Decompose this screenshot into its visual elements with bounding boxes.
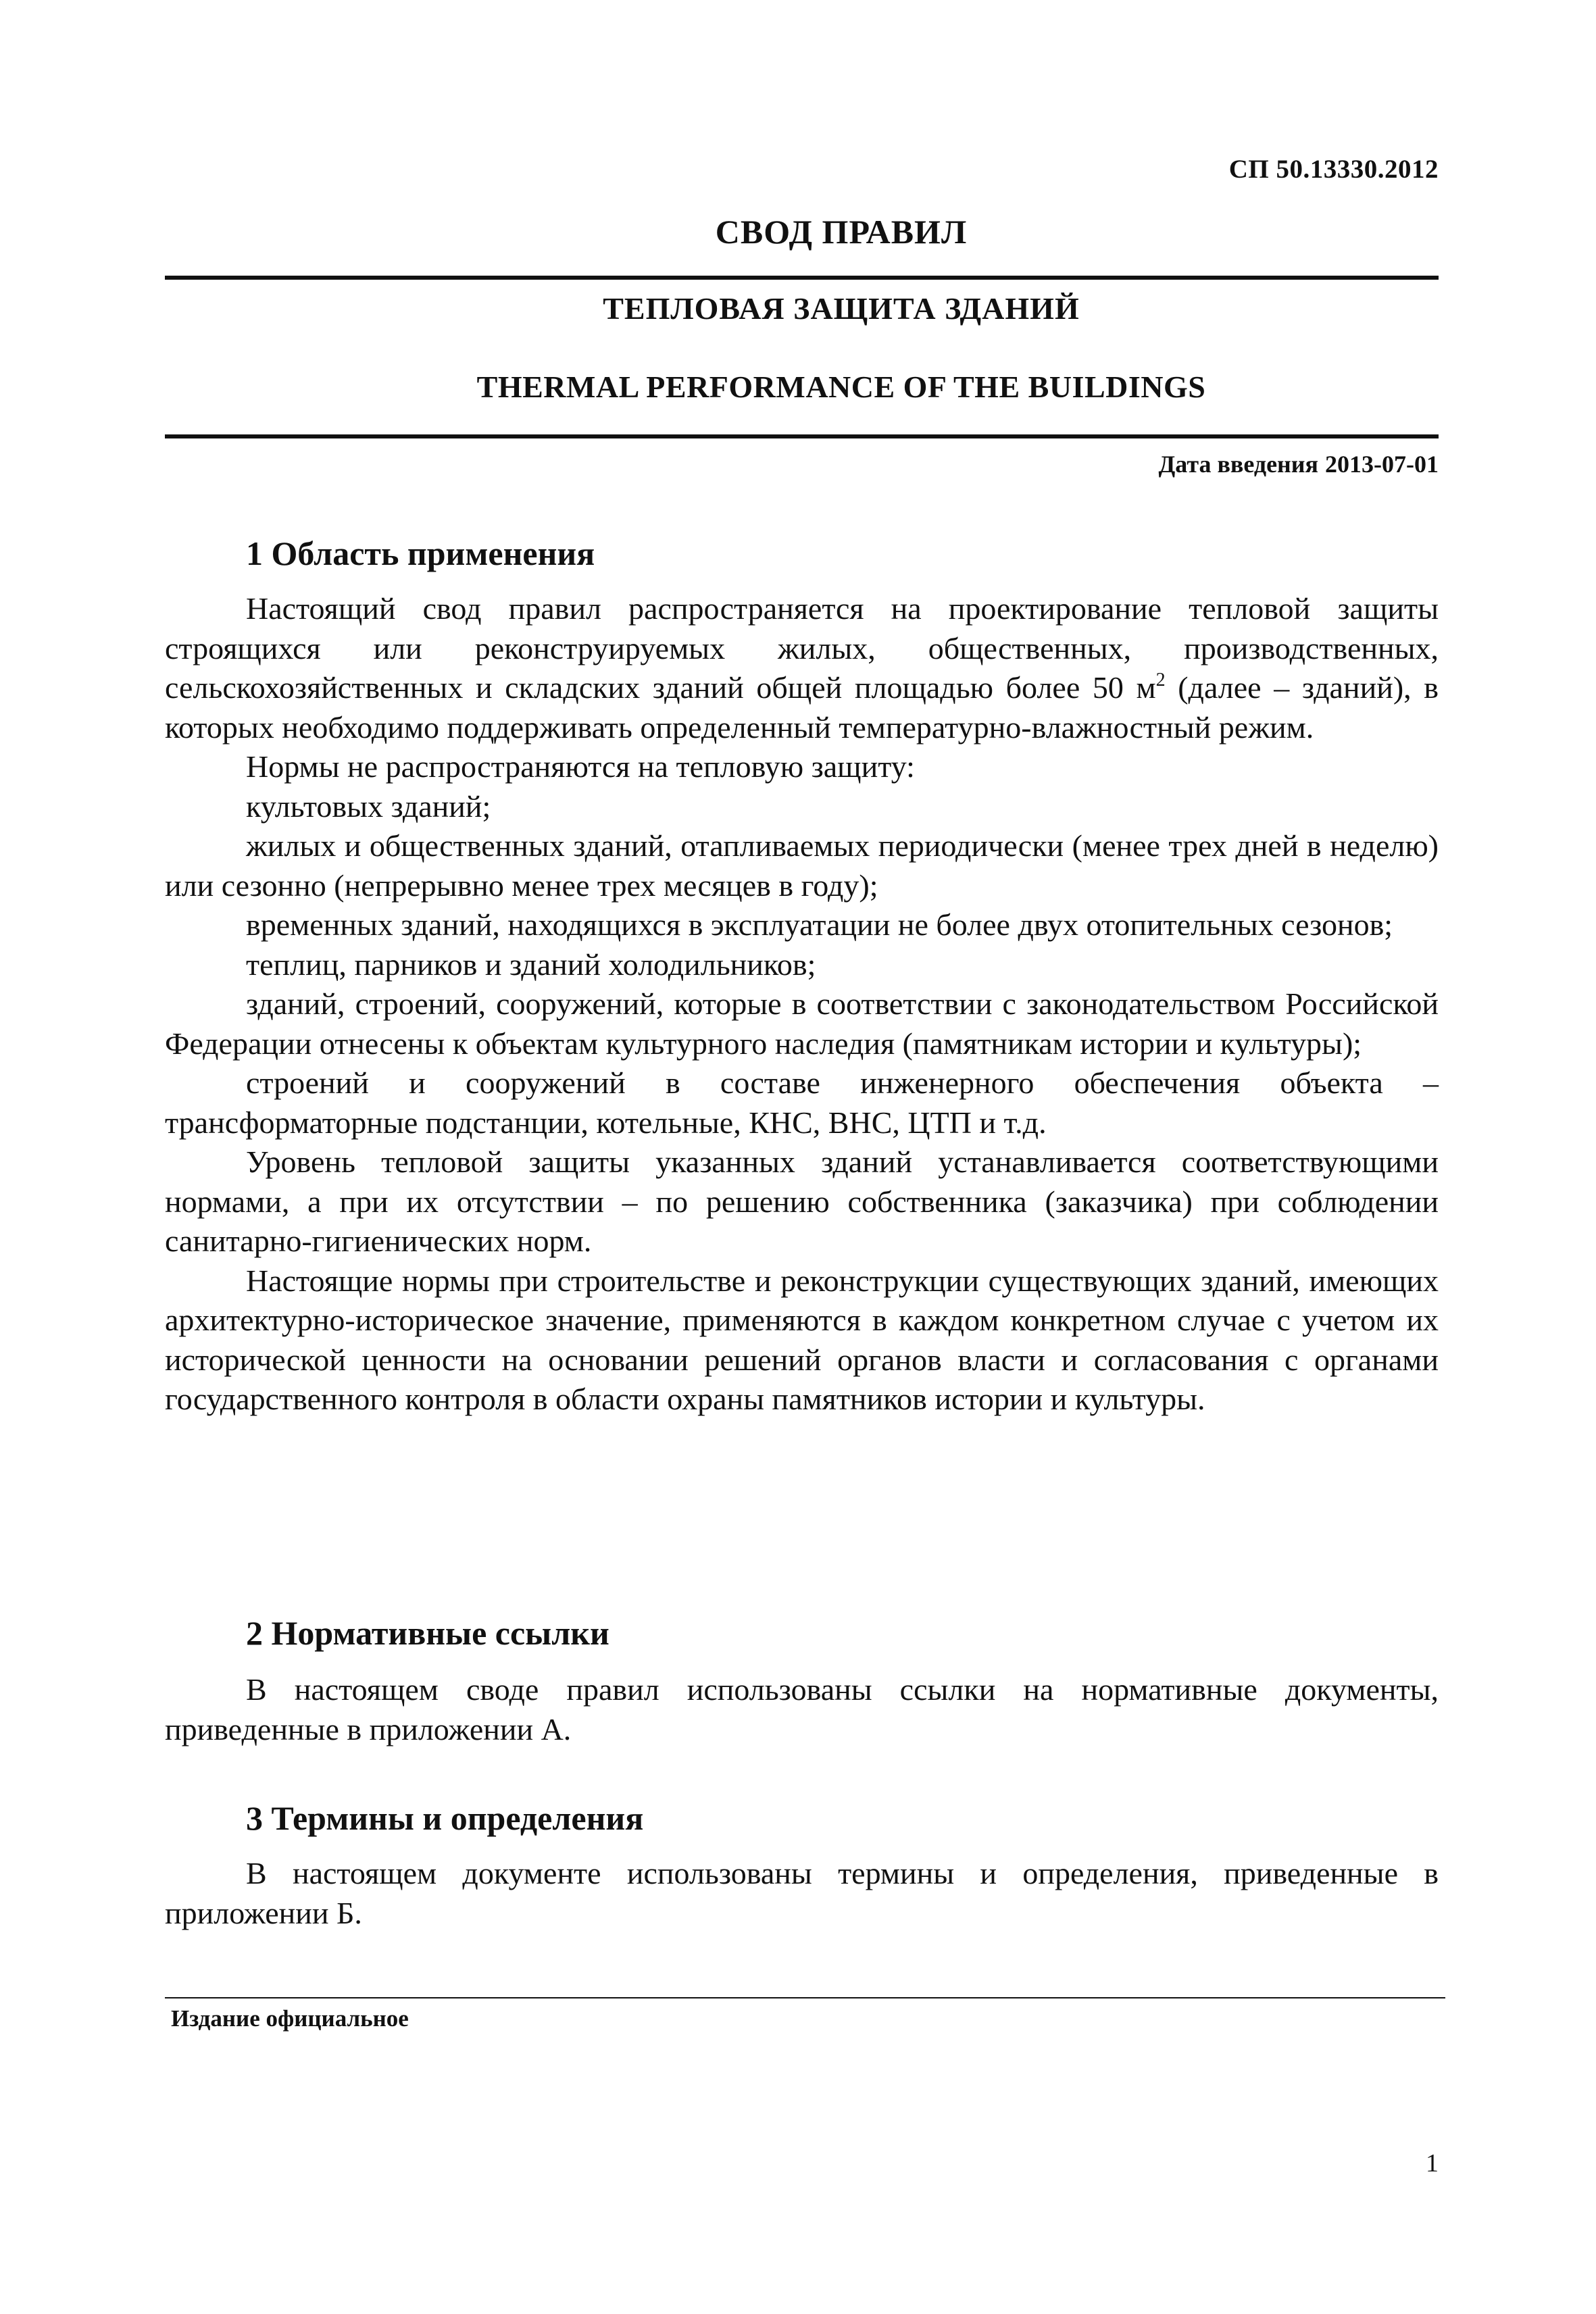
section-2-paragraph-1: В настоящем своде правил использованы ссылки на нормативные документы, приведенные в приложении А.: [165, 1672, 1439, 1746]
document-title-en: THERMAL PERFORMANCE OF THE BUILDINGS: [476, 370, 1206, 404]
official-edition-note: Издание официальное: [171, 2005, 409, 2032]
exclusion-item: теплиц, парников и зданий холодильников;: [246, 947, 816, 982]
section-1-paragraph-1-tail: (далее – зданий), в которых необходимо поддерживать определенный температурно-влажностный режим.: [165, 670, 1439, 745]
section-1-paragraph-1-text: Настоящий свод правил распространяется на проектирование тепловой защиты строящихся или реконструируемых жилых, общественных, производственных, сельскохозяйственных и складских зданий общей площадью более 50 м: [165, 591, 1439, 705]
exclusion-item: временных зданий, находящихся в эксплуатации не более двух отопительных сезонов;: [246, 907, 1393, 942]
footer-rule: [165, 1997, 1445, 1998]
section-2-body: [165, 1670, 1439, 1749]
intro-date-line: [1159, 450, 1439, 478]
section-1-paragraph-2: Нормы не распространяются на тепловую защиту:: [246, 749, 915, 784]
section-1-paragraph-4: Настоящие нормы при строительстве и реконструкции существующих зданий, имеющих архитектурно-историческое значение, применяются в каждом конкретном случае с учетом их исторической ценности на основании решений органов власти и согласования с органами государственного контроля в области охраны памятников истории и культуры.: [165, 1263, 1439, 1416]
document-type-title: СВОД ПРАВИЛ: [715, 213, 968, 251]
area-unit-superscript: 2: [1155, 670, 1166, 690]
exclusion-item: строений и сооружений в составе инженерного обеспечения объекта – трансформаторные подстанции, котельные, КНС, ВНС, ЦТП и т.д.: [165, 1065, 1439, 1140]
section-1-body: [165, 589, 1439, 1419]
section-3-body: [165, 1854, 1439, 1933]
section-3-heading: 3 Термины и определения: [246, 1799, 644, 1837]
document-code: СП 50.13330.2012: [1228, 155, 1439, 184]
exclusion-item: культовых зданий;: [246, 788, 491, 824]
section-2-heading: 2 Нормативные ссылки: [246, 1614, 609, 1652]
document-title-ru: ТЕПЛОВАЯ ЗАЩИТА ЗДАНИЙ: [603, 291, 1080, 326]
exclusion-item: жилых и общественных зданий, отапливаемых периодически (менее трех дней в неделю) или сезонно (непрерывно менее трех месяцев в году);: [165, 828, 1439, 903]
title-rule-bottom: [165, 434, 1439, 438]
section-3-paragraph-1: В настоящем документе использованы термины и определения, приведенные в приложении Б.: [165, 1856, 1439, 1930]
section-1-paragraph-1: [165, 589, 1439, 747]
title-rule-top: [165, 276, 1439, 280]
page-number: 1: [1426, 2149, 1439, 2178]
intro-date-label: Дата введения: [1158, 451, 1319, 478]
section-1-heading: 1 Область применения: [246, 534, 595, 572]
intro-date-value: 2013-07-01: [1325, 451, 1439, 478]
section-1-paragraph-3: Уровень тепловой защиты указанных зданий устанавливается соответствующими нормами, а при их отсутствии – по решению собственника (заказчика) при соблюдении санитарно-гигиенических норм.: [165, 1145, 1439, 1258]
exclusion-item: зданий, строений, сооружений, которые в соответствии с законодательством Российской Федерации отнесены к объектам культурного наследия (памятникам истории и культуры);: [165, 986, 1439, 1061]
